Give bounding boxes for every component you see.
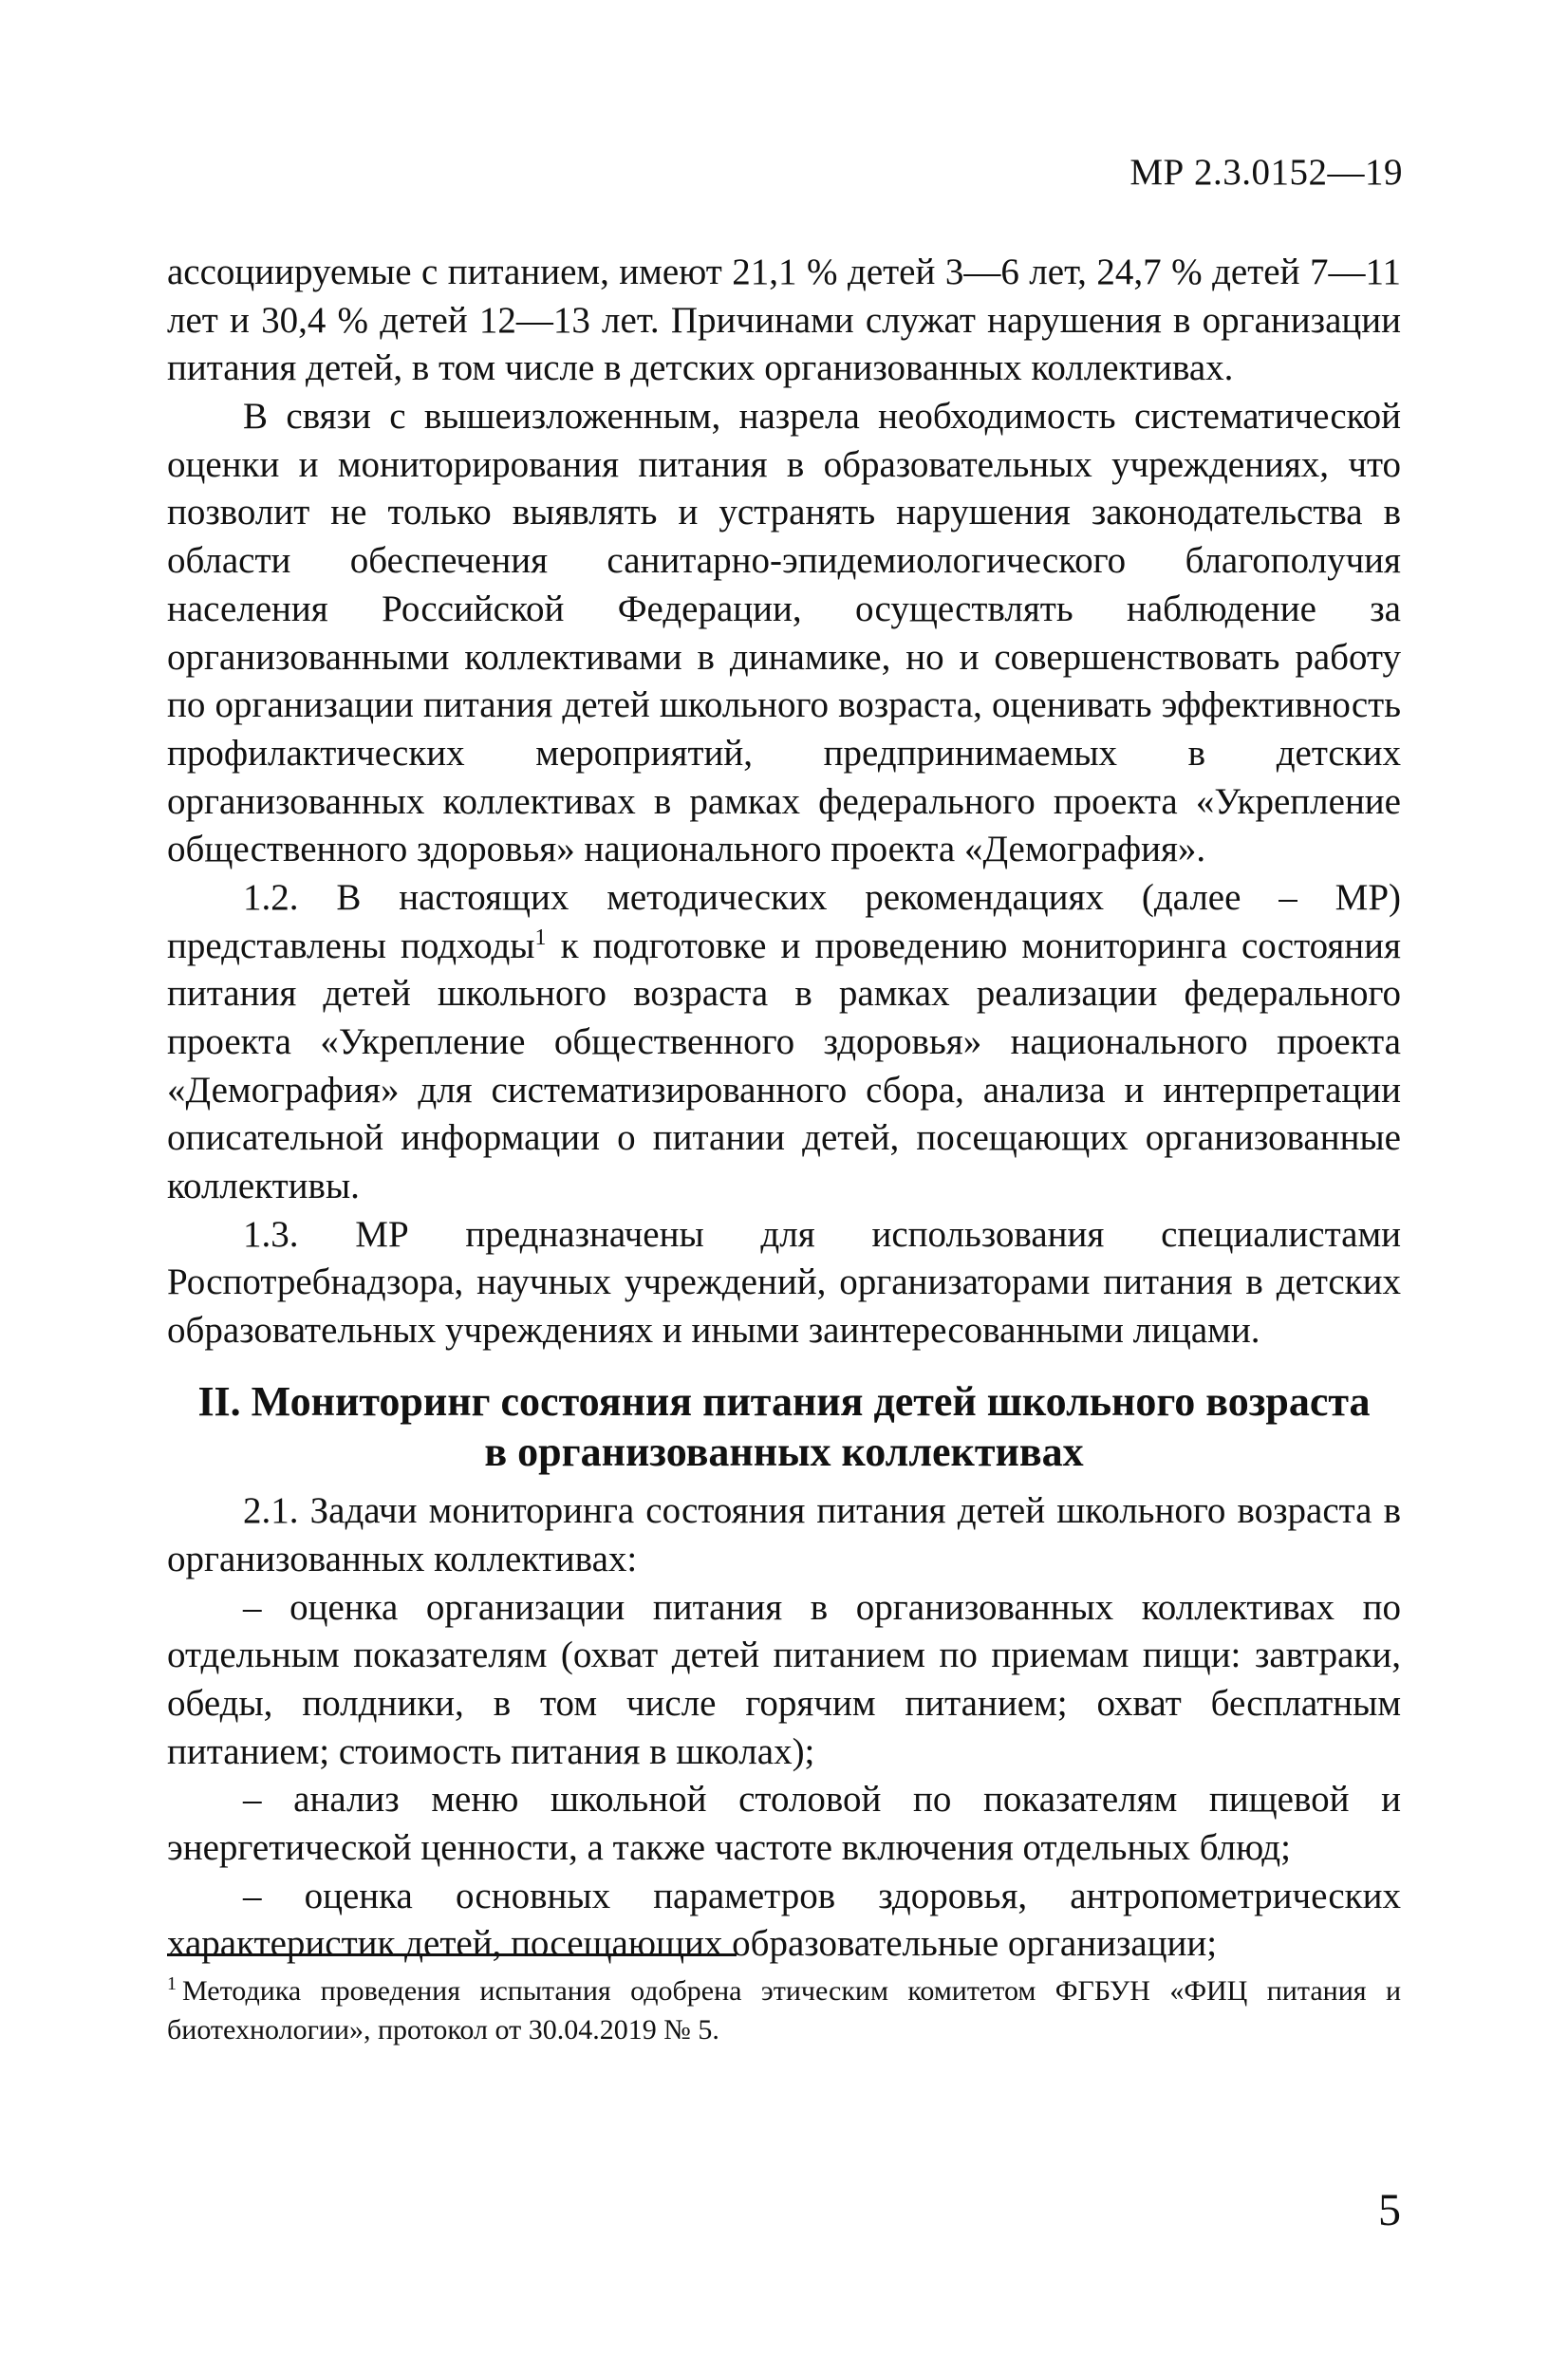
paragraph-2-1: 2.1. Задачи мониторинга состояния питания детей школьного возраста в организованных коллективах: [167,1490,1401,1579]
main-text [167,249,1401,1969]
document-code: МР 2.3.0152—19 [1129,152,1403,193]
paragraph-1-2-start: 1.2. В настоящих методических рекомендациях (далее – МР) представлены подходы [167,876,1401,966]
footnote [167,1972,1401,2049]
footnote-separator [167,1953,737,1956]
paragraph-continuation: ассоциируемые с питанием, имеют 21,1 % детей 3—6 лет, 24,7 % детей 7—11 лет и 30,4 % детей 12—13 лет. Причинами служат нарушения в организации питания детей, в том числе в детских организованных коллективах. [167,252,1401,389]
page-number: 5 [1378,2185,1401,2235]
list-item: – оценка основных параметров здоровья, антропометрических характеристик детей, посещающих образовательные организации; [167,1875,1401,1965]
paragraph-1-2-end: к подготовке и проведению мониторинга состояния питания детей школьного возраста в рамках реализации федерального проекта «Укрепление общественного здоровья» национального проекта «Демография» для систематизированного сбора, анализа и интерпретации описательной информации о питании детей, посещающих организованные коллективы. [167,925,1401,1207]
paragraph-1-2 [167,874,1401,1211]
footnote-reference: 1 [534,925,547,950]
paragraph-monitoring-need: В связи с вышеизложенным, назрела необходимость систематической оценки и мониторирования питания в образовательных учреждениях, что позволит не только выявлять и устранять нарушения законодательства в области обеспечения санитарно-эпидемиологического благополучия населения Российской Федерации, осуществлять наблюдение за организованными коллективами в динамике, но и совершенствовать работу по организации питания детей школьного возраста, оценивать эффективность профилактических мероприятий, предпринимаемых в детских организованных коллективах в рамках федерального проекта «Укрепление общественного здоровья» национального проекта «Демография». [167,396,1401,870]
section-heading [167,1376,1401,1478]
footnote-text: Методика проведения испытания одобрена этическим комитетом ФГБУН «ФИЦ питания и биотехнологии», протокол от 30.04.2019 № 5. [167,1975,1401,2046]
footnote-mark: 1 [167,1973,177,1994]
section-heading-line-1: II. Мониторинг состояния питания детей школьного возраста [197,1377,1371,1425]
section-heading-line-2: в организованных коллективах [484,1429,1084,1476]
list-item: – анализ меню школьной столовой по показателям пищевой и энергетической ценности, а также частоте включения отдельных блюд; [167,1779,1401,1868]
paragraph-1-3: 1.3. МР предназначены для использования специалистами Роспотребнадзора, научных учреждений, организаторами питания в детских образовательных учреждениях и иными заинтересованными лицами. [167,1213,1401,1352]
list-item: – оценка организации питания в организованных коллективах по отдельным показателям (охват детей питанием по приемам пищи: завтраки, обеды, полдники, в том числе горячим питанием; охват бесплатным питанием; стоимость питания в школах); [167,1586,1401,1772]
